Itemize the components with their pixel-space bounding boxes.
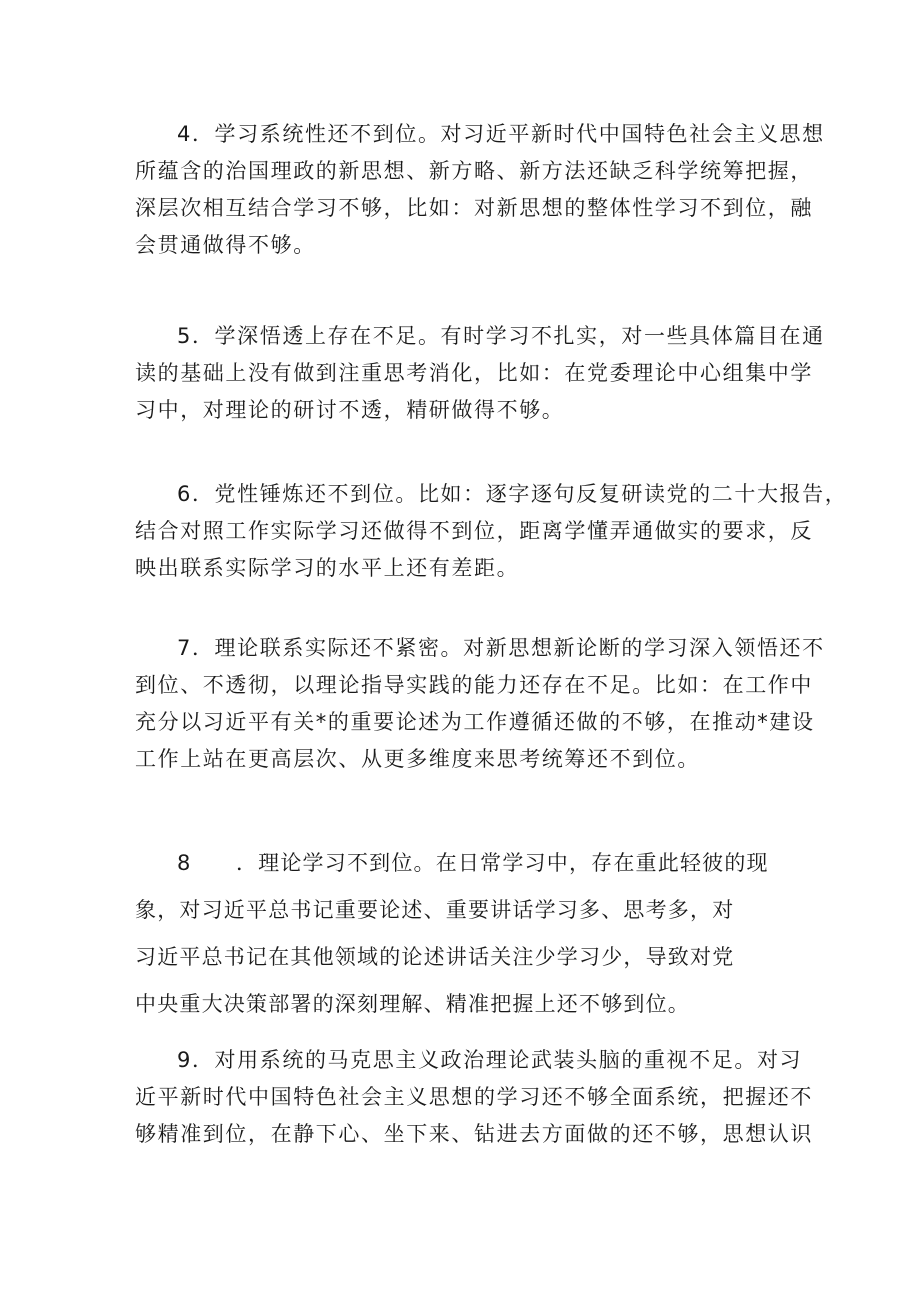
paragraph-line: 9．对用系统的马克思主义政治理论武装头脑的重视不足。对习 [177, 1048, 803, 1072]
paragraph-line: 够精准到位，在静下心、坐下来、钻进去方面做的还不够，思想认识 [135, 1122, 813, 1146]
paragraph-line: 中央重大决策部署的深刻理解、精准把握上还不够到位。 [135, 992, 690, 1016]
paragraph-line: 8 ．理论学习不到位。在日常学习中，存在重此轻彼的现 [177, 851, 769, 875]
paragraph-line: 象，对习近平总书记重要论述、重要讲话学习多、思考多，对 [135, 898, 735, 922]
paragraph-line: 映出联系实际学习的水平上还有差距。 [135, 556, 520, 580]
paragraph-item-6 [135, 476, 848, 587]
paragraph-item-7 [135, 630, 825, 778]
paragraph-line: 近平新时代中国特色社会主义思想的学习还不够全面系统，把握还不 [135, 1085, 813, 1109]
paragraph-item-5 [135, 318, 825, 429]
paragraph-line: 工作上站在更高层次、从更多维度来思考统筹还不到位。 [135, 747, 700, 771]
paragraph-line: 到位、不透彻，以理论指导实践的能力还存在不足。比如：在工作中 [135, 673, 813, 697]
paragraph-line: 充分以习近平有关*的重要论述为工作遵循还做的不够，在推动*建设 [135, 710, 815, 734]
paragraph-line: 深层次相互结合学习不够，比如：对新思想的整体性学习不到位，融 [135, 196, 813, 220]
paragraph-item-8 [135, 840, 790, 1028]
paragraph-line: 读的基础上没有做到注重思考消化，比如：在党委理论中心组集中学 [135, 361, 813, 385]
paragraph-line: 结合对照工作实际学习还做得不到位，距离学懂弄通做实的要求，反 [135, 519, 813, 543]
paragraph-item-9 [135, 1042, 813, 1153]
paragraph-line: 习中，对理论的研讨不透，精研做得不够。 [135, 398, 565, 422]
paragraph-item-4 [135, 116, 825, 264]
paragraph-line: 5．学深悟透上存在不足。有时学习不扎实，对一些具体篇目在通 [177, 324, 825, 348]
paragraph-line: 7．理论联系实际还不紧密。对新思想新论断的学习深入领悟还不 [177, 636, 825, 660]
paragraph-line: 6．党性锤炼还不到位。比如：逐字逐句反复研读党的二十大报告， [177, 482, 848, 506]
paragraph-line: 会贯通做得不够。 [135, 233, 316, 257]
paragraph-line: 习近平总书记在其他领域的论述讲话关注少学习少，导致对党 [135, 945, 735, 969]
paragraph-line: 4．学习系统性还不到位。对习近平新时代中国特色社会主义思想 [177, 122, 825, 146]
paragraph-line: 所蕴含的治国理政的新思想、新方略、新方法还缺乏科学统筹把握， [135, 159, 813, 183]
